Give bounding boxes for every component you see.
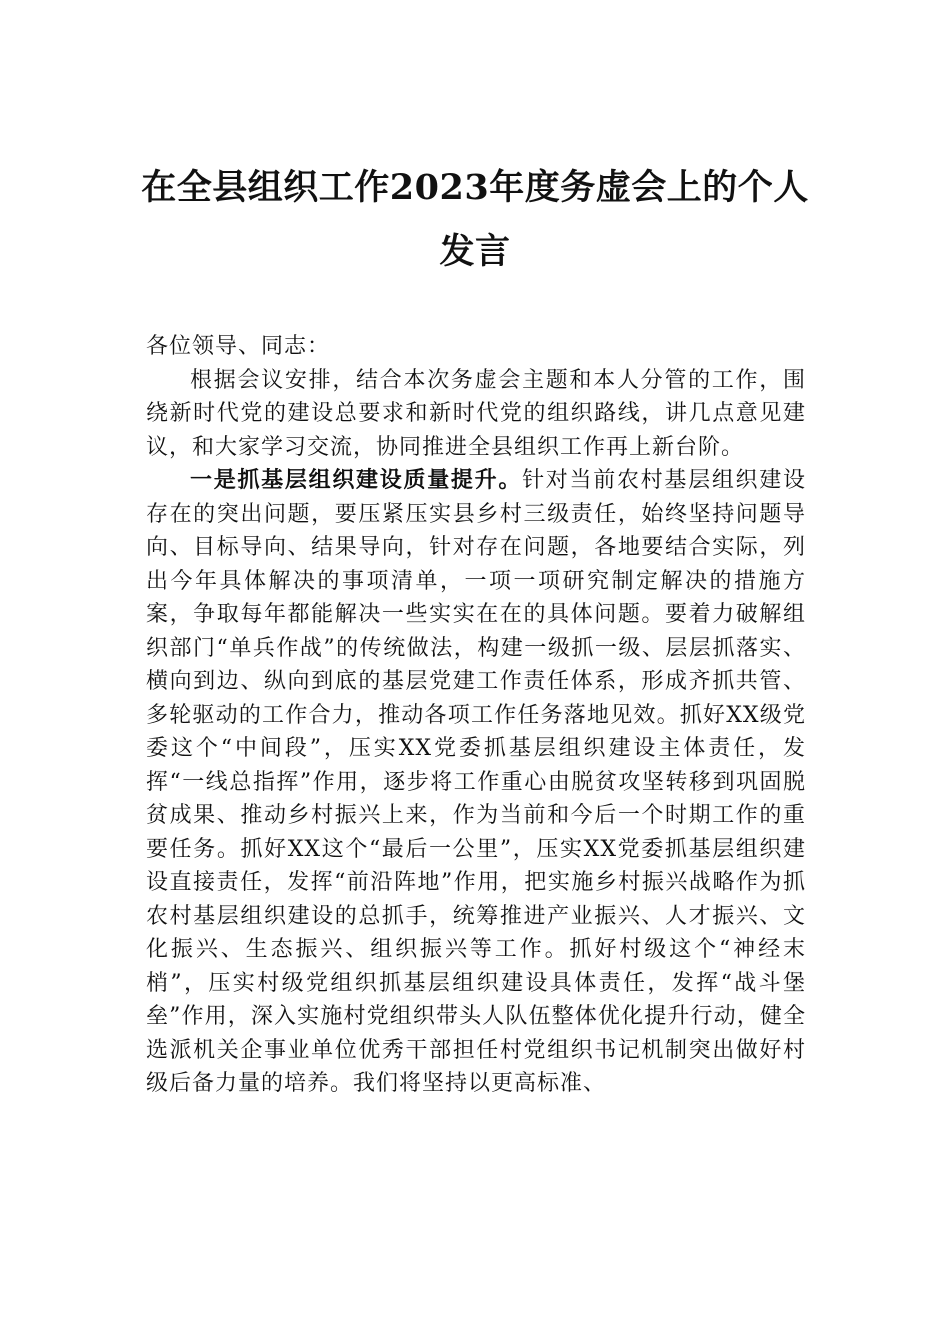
document-body <box>146 330 806 1101</box>
salutation: 各位领导、同志： <box>146 334 331 359</box>
point-one-body: 针对当前农村基层组织建设存在的突出问题，要压紧压实县乡村三级责任，始终坚持问题导向、目标导向、结果导向，针对存在问题，各地要结合实际，列出今年具体解决的事项清单，一项一项研究制定解决的措施方案，争取每年都能解决一些实实在在的具体问题。要着力破解组织部门“单兵作战”的传统做法，构建一级抓一级、层层抓落实、横向到边、纵向到底的基层党建工作责任体系，形成齐抓共管、多轮驱动的工作合力，推动各项工作任务落地见效。抓好XX级党委这个“中间段”，压实XX党委抓基层组织建设主体责任，发挥“一线总指挥”作用，逐步将工作重心由脱贫攻坚转移到巩固脱贫成果、推动乡村振兴上来，作为当前和今后一个时期工作的重要任务。抓好XX这个“最后一公里”，压实XX党委抓基层组织建设直接责任，发挥“前沿阵地”作用，把实施乡村振兴战略作为抓农村基层组织建设的总抓手，统筹推进产业振兴、人才振兴、文化振兴、生态振兴、组织振兴等工作。抓好村级这个“神经末梢”，压实村级党组织抓基层组织建设具体责任，发挥“战斗堡垒”作用，深入实施村党组织带头人队伍整体优化提升行动，健全选派机关企事业单位优秀干部担任村党组织书记机制突出做好村级后备力量的培养。我们将坚持以更高标准、 <box>146 468 806 1096</box>
document-title <box>130 156 820 284</box>
point-one-paragraph <box>146 464 806 1101</box>
title-line-2: 发言 <box>439 231 511 272</box>
point-one-heading: 一是抓基层组织建设质量提升。 <box>190 467 523 493</box>
intro-paragraph: 根据会议安排，结合本次务虚会主题和本人分管的工作，围绕新时代党的建设总要求和新时代党的组织路线，讲几点意见建议，和大家学习交流，协同推进全县组织工作再上新台阶。 <box>146 367 806 460</box>
title-line-1: 在全县组织工作2023年度务虚会上的个人 <box>141 167 809 208</box>
